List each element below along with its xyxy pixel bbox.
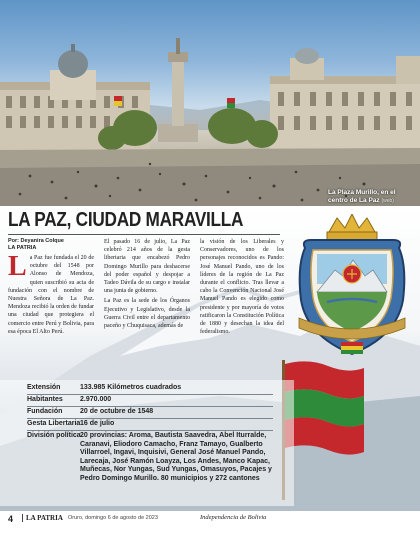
fact-value: 20 provincias: Aroma, Bautista Saavedra, Abel Iturralde, Caranavi, Eliodoro Camacho, Franz Tamayo, Gualberto Villarroel, Ingavi, Inquisivi, General José Manuel Pando, Larecaja, José Ramón Loayza, Los Andes, Manco Kapac, Muñecas, Nor Yungas, Sud Yungas, Omasuyos, Pacajes y Pedro Domingo Murillo. 80 municipios y 272 cantones xyxy=(80,432,272,482)
drop-cap: L xyxy=(8,251,27,282)
fact-label: Gesta Libertaria xyxy=(27,420,81,427)
footer-section-title: Independencia de Bolivia xyxy=(200,514,267,521)
byline xyxy=(8,238,64,252)
fact-divider xyxy=(27,430,273,431)
column-2-paragraph-1: El pasado 16 de julio, La Paz celebró 214 años de la gesta libertaria que encabezó Pedro Domingo Murillo para deshacerse del poder español y despojar a Tadeo Dávila de su cargo e instalar una junta de gobierno. xyxy=(104,239,190,295)
article-column-1 xyxy=(8,251,94,336)
article-headline: LA PAZ, CIUDAD MARAVILLA xyxy=(8,209,244,231)
plaza-illustration xyxy=(0,0,420,206)
plaza-murillo-photo xyxy=(0,0,420,206)
fact-divider xyxy=(27,394,273,395)
column-1-text: a Paz fue fundada el 20 de octubre del 1548 por Alonso de Mendoza, quien suscribió su acta de fundación con el nombre de Nuestra Señora de La Paz. Mendoza recibió la orden de fundar una ciudad que protegiera el comercio entre Perú y Bolivia, para esa época El Alto Perú. xyxy=(8,255,94,335)
column-3-text: la visión de los Liberales y Conservadores, uno de los personajes reconocidos es Pando: José Manuel Pando, uno de los líderes de la región de La Paz durante el conflicto. Tras llevar a cabo la Convención Nacional José Manuel Pando es elegido como presidente y por mayoría de votos ratificaron la Constitución Política de 1880 y desechan la idea del federalismo. xyxy=(200,239,284,336)
fact-value: 133.985 Kilómetros cuadrados xyxy=(80,384,182,391)
fact-label: Fundación xyxy=(27,408,63,415)
la-paz-coat-of-arms-icon xyxy=(291,214,413,360)
fact-value: 2.970.000 xyxy=(80,396,112,403)
headline-rule xyxy=(8,234,280,235)
fact-label: Extensión xyxy=(27,384,61,391)
fact-value: 20 de octubre de 1548 xyxy=(80,408,154,415)
footer-date: Oruro, domingo 6 de agosto de 2023 xyxy=(68,515,158,521)
column-2-paragraph-2: La Paz es la sede de los Órganos Ejecutivo y Legislativo, desde la Guerra Civil entre el departamento paceño y Chuquisaca, además de xyxy=(104,298,190,330)
footer-brand: LA PATRIA xyxy=(22,514,63,522)
photo-caption xyxy=(328,189,416,205)
byline-author: Por: Deyanira Colque xyxy=(8,238,64,244)
byline-outlet: LA PATRIA xyxy=(8,245,37,251)
article-column-3 xyxy=(200,238,284,338)
article-column-2 xyxy=(104,238,190,332)
page-number: 4 xyxy=(8,514,14,524)
fact-divider xyxy=(27,418,273,419)
fact-value: 16 de julio xyxy=(80,420,115,427)
caption-credit: (web) xyxy=(381,198,394,204)
caption-text: La Plaza Murillo, en el centro de La Paz xyxy=(328,189,396,204)
fact-divider xyxy=(27,406,273,407)
fact-label: Habitantes xyxy=(27,396,63,403)
facts-table xyxy=(0,380,294,506)
fact-label: División política xyxy=(27,432,81,439)
